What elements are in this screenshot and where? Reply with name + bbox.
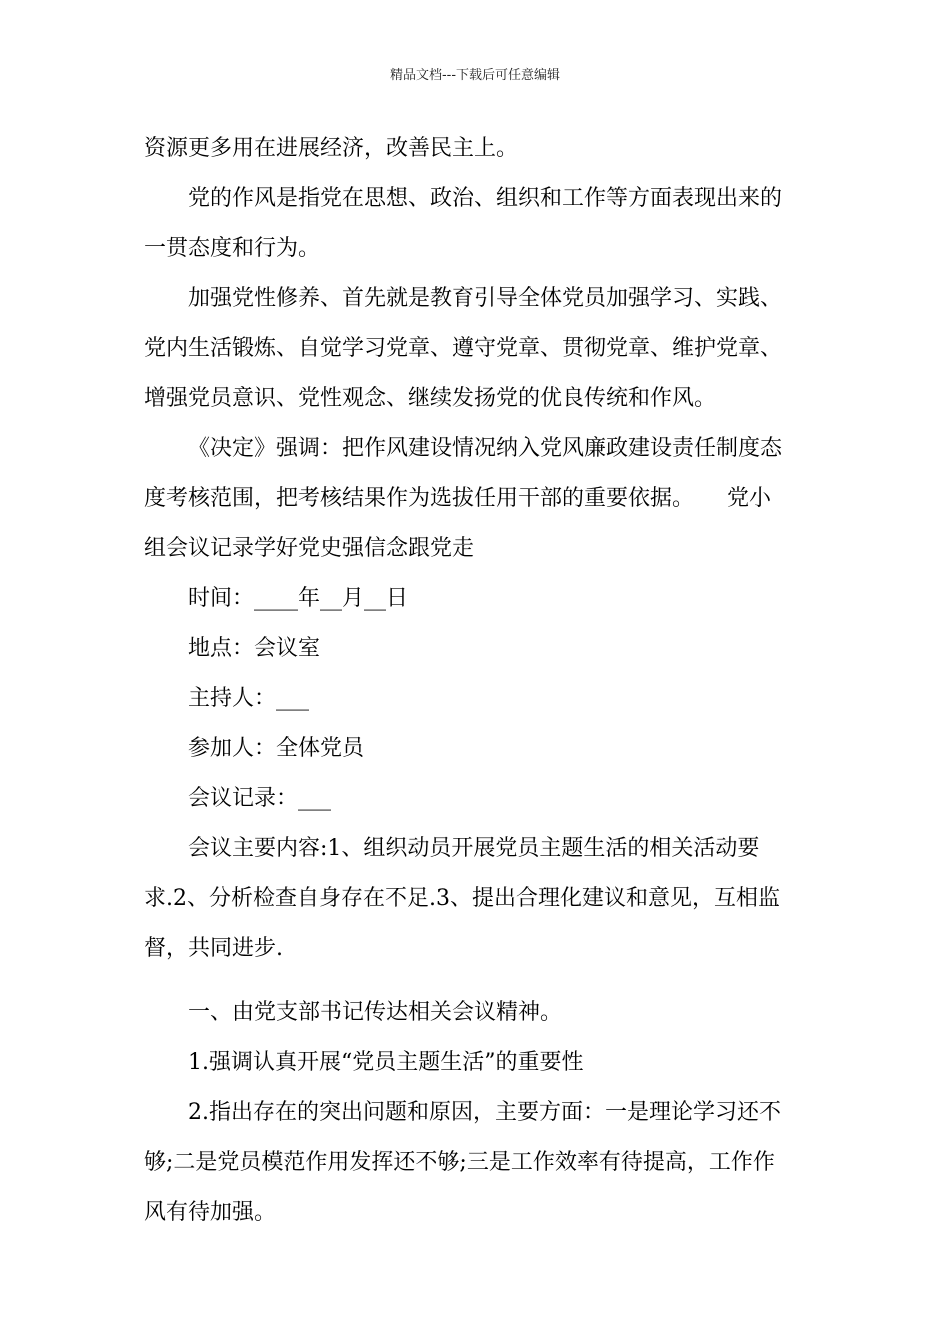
meeting-recorder: 会议记录：___	[188, 786, 332, 811]
document-body	[144, 124, 808, 1238]
text-line: 度考核范围，把考核结果作为选拔任用干部的重要依据。 党小	[144, 486, 772, 511]
text-line: 党内生活锻炼、自觉学习党章、遵守党章、贯彻党章、维护党章、	[144, 336, 783, 361]
meeting-attendees: 参加人：全体党员	[188, 736, 365, 761]
text-line: 督，共同进步.	[144, 936, 283, 961]
text-line: 够;二是党员模范作用发挥还不够;三是工作效率有待提高，工作作	[144, 1150, 775, 1175]
text-line: 组会议记录学好党史强信念跟党走	[144, 536, 475, 561]
section-heading: 一、由党支部书记传达相关会议精神。	[188, 1000, 563, 1025]
text-line: 党的作风是指党在思想、政治、组织和工作等方面表现出来的	[188, 186, 783, 211]
text-line: 资源更多用在进展经济，改善民主上。	[144, 136, 519, 161]
meeting-host: 主持人：___	[188, 686, 310, 711]
list-item: 2.指出存在的突出问题和原因，主要方面：一是理论学习还不	[188, 1100, 781, 1125]
paragraph-gap	[144, 974, 808, 988]
meeting-place: 地点：会议室	[188, 636, 321, 661]
text-line: 《决定》强调：把作风建设情况纳入党风廉政建设责任制度态	[188, 436, 783, 461]
meeting-time: 时间：____年__月__日	[188, 586, 409, 611]
text-line: 风有待加强。	[144, 1200, 277, 1225]
text-line: 加强党性修养、首先就是教育引导全体党员加强学习、实践、	[188, 286, 783, 311]
text-line: 一贯态度和行为。	[144, 236, 321, 261]
text-line: 会议主要内容:1、组织动员开展党员主题生活的相关活动要	[188, 836, 760, 861]
text-line: 求.2、分析检查自身存在不足.3、提出合理化建议和意见，互相监	[144, 886, 780, 911]
list-item: 1.强调认真开展“党员主题生活”的重要性	[188, 1050, 584, 1075]
text-line: 增强党员意识、党性观念、继续发扬党的优良传统和作风。	[144, 386, 717, 411]
page-header: 精品文档---下载后可任意编辑	[389, 68, 561, 83]
